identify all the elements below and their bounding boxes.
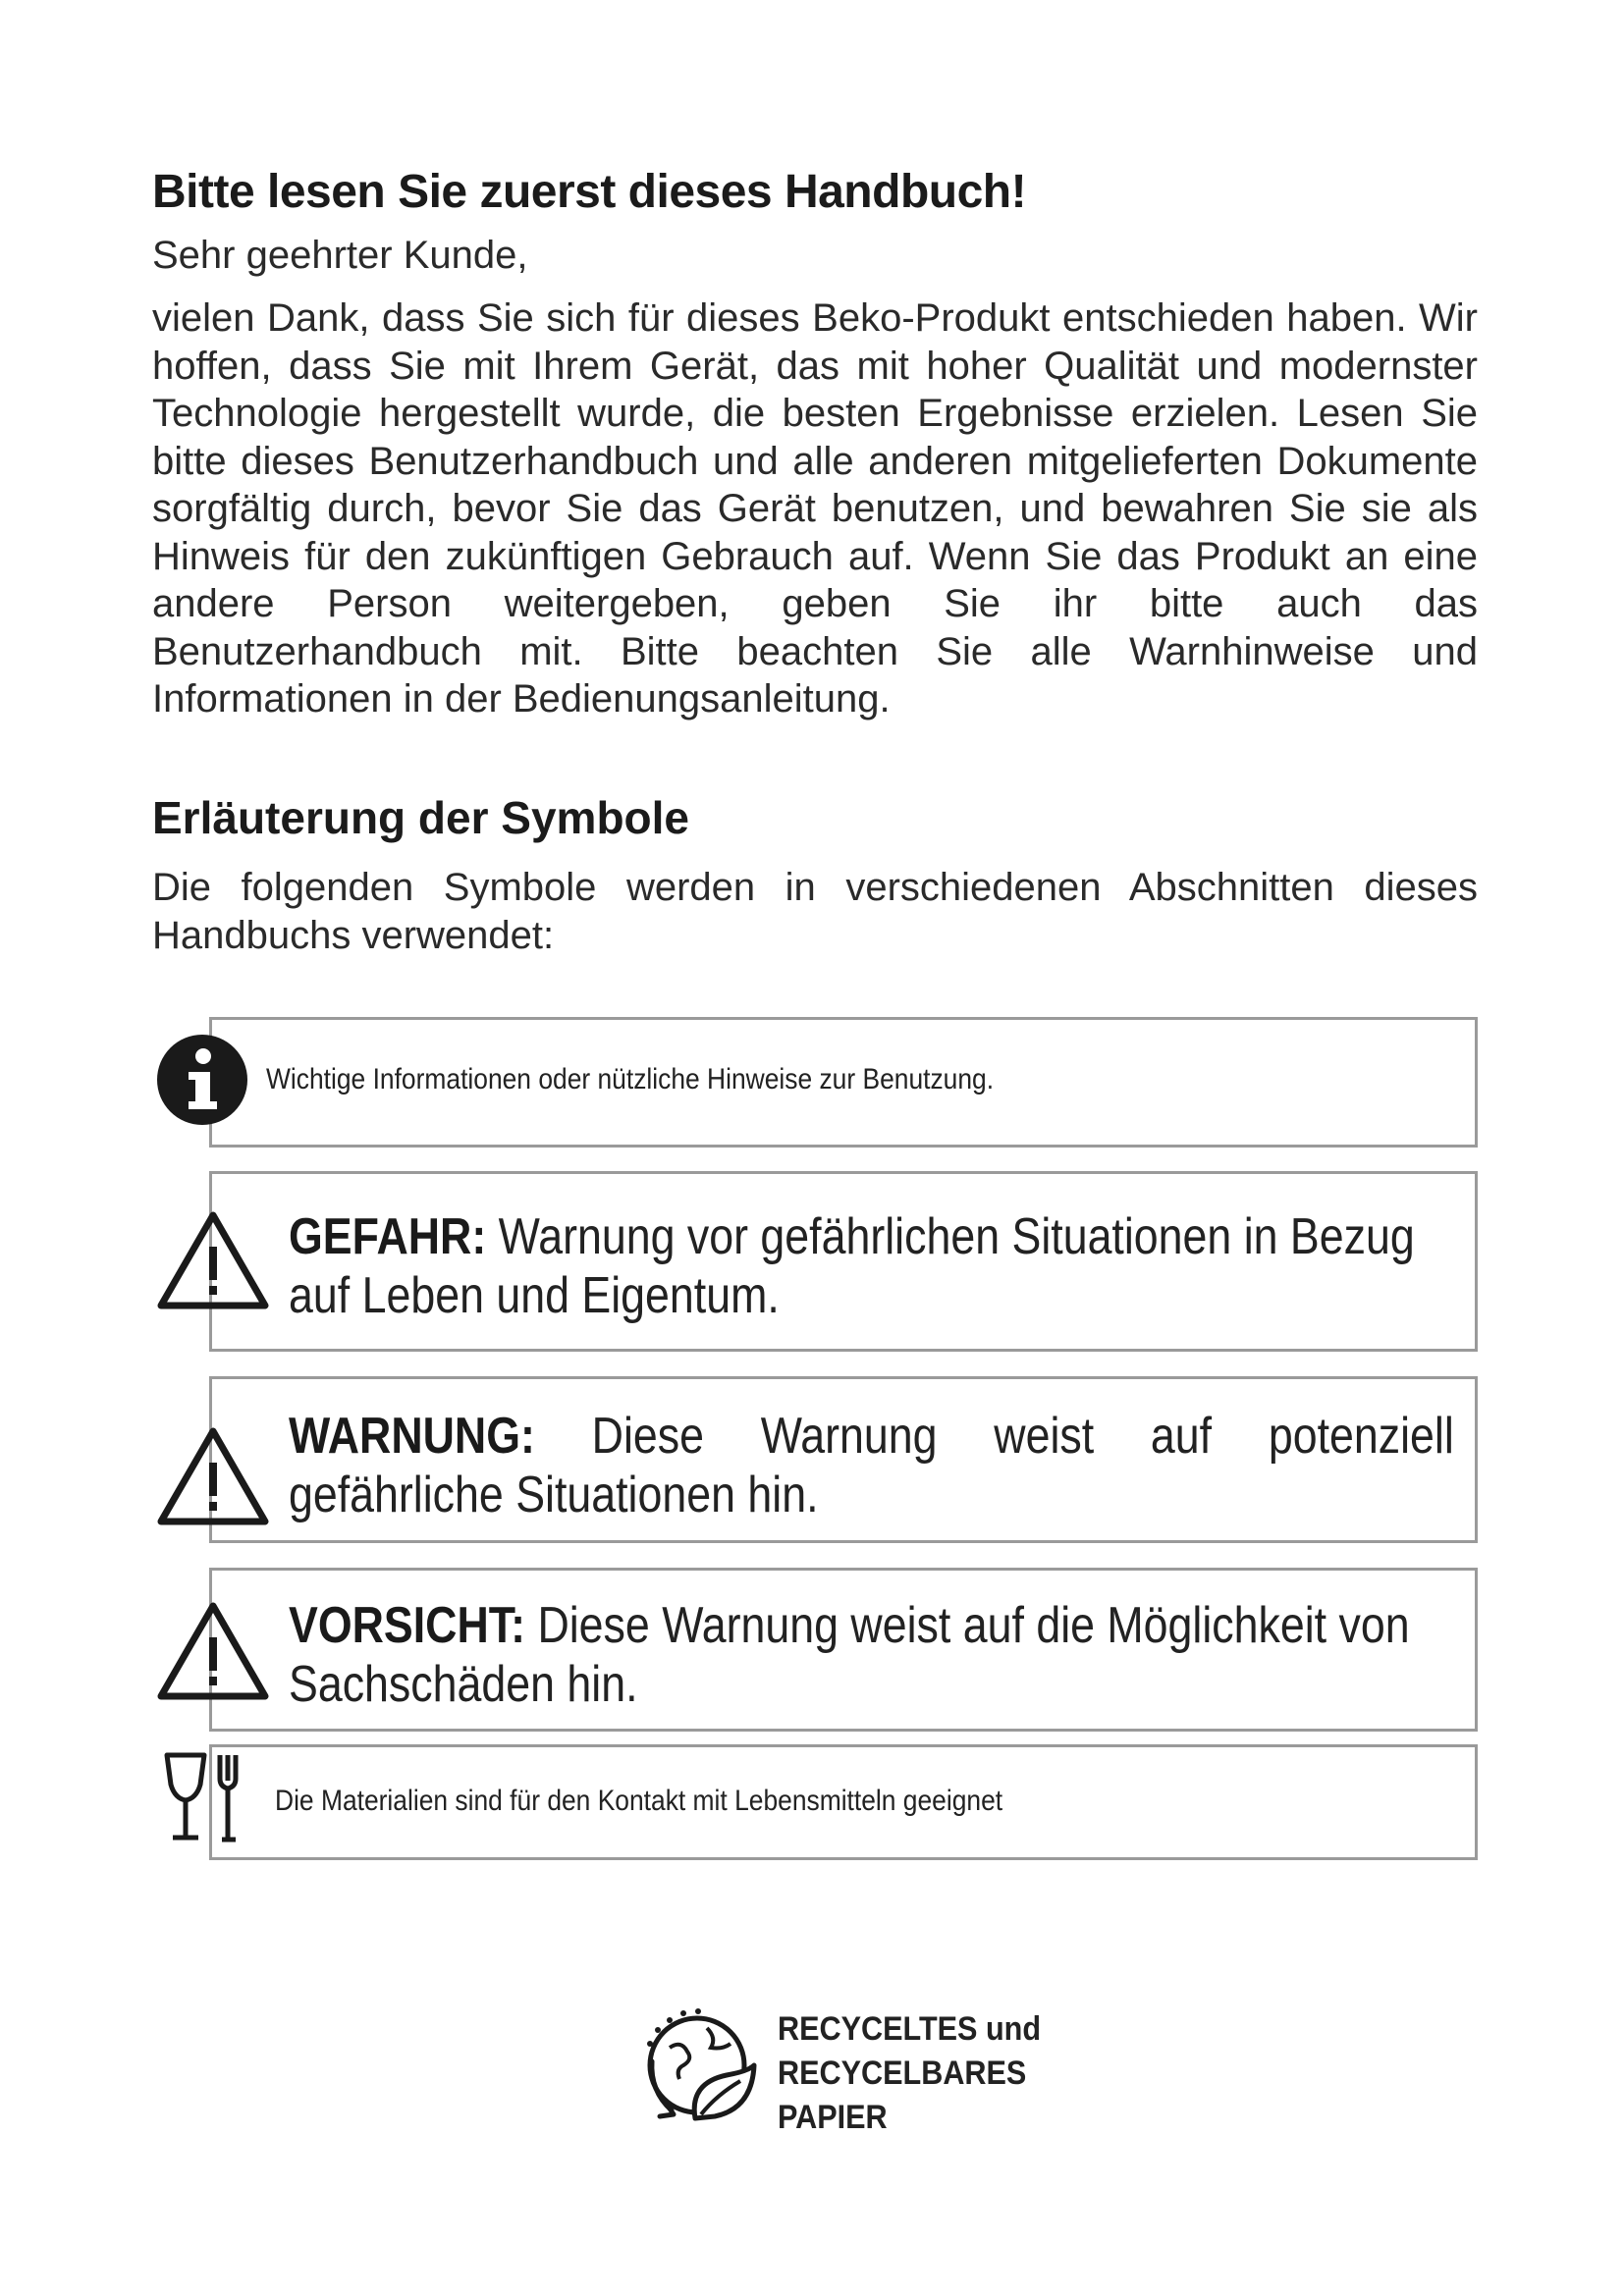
- caution-label: VORSICHT:: [289, 1597, 526, 1654]
- info-icon: [155, 1033, 249, 1127]
- danger-text: [289, 1207, 1454, 1325]
- page-title: Bitte lesen Sie zuerst dieses Handbuch!: [152, 166, 1027, 218]
- warning-triangle-icon: [155, 1600, 271, 1702]
- danger-symbol-box: [209, 1171, 1478, 1352]
- greeting: Sehr geehrter Kunde,: [152, 234, 528, 277]
- warning-triangle-icon: [155, 1425, 271, 1527]
- recycled-paper-line1: RECYCELTES und: [778, 2010, 1042, 2048]
- symbols-heading: Erläuterung der Symbole: [152, 792, 690, 843]
- caution-description: Diese Warnung weist auf die Möglichkeit von Sachschäden hin.: [289, 1597, 1410, 1713]
- recycled-paper-line3: PAPIER: [778, 2099, 888, 2136]
- warning-label: WARNUNG:: [289, 1408, 535, 1465]
- symbols-intro: Die folgenden Symbole werden in verschiedenen Abschnitten dieses Handbuchs verwendet:: [152, 866, 1478, 957]
- recycled-paper-line2: RECYCELBARES: [778, 2055, 1027, 2092]
- food-safe-icon: [161, 1751, 259, 1845]
- recycled-paper-icon: [632, 2001, 760, 2134]
- info-symbol-box: [209, 1017, 1478, 1148]
- recycled-paper-label: [778, 2007, 1041, 2140]
- danger-label: GEFAHR:: [289, 1208, 487, 1265]
- food-safe-text: Die Materialien sind für den Kontakt mit Lebensmitteln geeignet: [275, 1785, 1003, 1817]
- intro-paragraph: vielen Dank, dass Sie sich für dieses Beko-Produkt entschieden haben. Wir hoffen, dass Sie mit Ihrem Gerät, das mit hoher Qualität und modernster Technologie hergestellt wurde, die besten Ergebnisse erzielen. Lesen Sie bitte dieses Benutzerhandbuch und alle anderen mitgelieferten Dokumente sorgfältig durch, bevor Sie das Gerät benutzen, und bewahren Sie sie als Hinweis für den zukünftigen Gebrauch auf. Wenn Sie das Produkt an eine andere Person weitergeben, geben Sie ihr bitte auch das Benutzerhandbuch mit. Bitte beachten Sie alle Warnhinweise und Informationen in der Bedienungsanleitung.: [152, 296, 1478, 721]
- warning-symbol-box: [209, 1376, 1478, 1543]
- caution-symbol-box: [209, 1568, 1478, 1732]
- warning-text: [289, 1407, 1454, 1524]
- danger-description: Warnung vor gefährlichen Situationen in Bezug auf Leben und Eigentum.: [289, 1208, 1415, 1324]
- food-safe-symbol-box: [209, 1744, 1478, 1860]
- info-text: Wichtige Informationen oder nützliche Hinweise zur Benutzung.: [266, 1063, 995, 1095]
- warning-description: Diese Warnung weist auf potenziell gefährliche Situationen hin.: [289, 1408, 1454, 1523]
- warning-triangle-icon: [155, 1209, 271, 1311]
- caution-text: [289, 1596, 1454, 1714]
